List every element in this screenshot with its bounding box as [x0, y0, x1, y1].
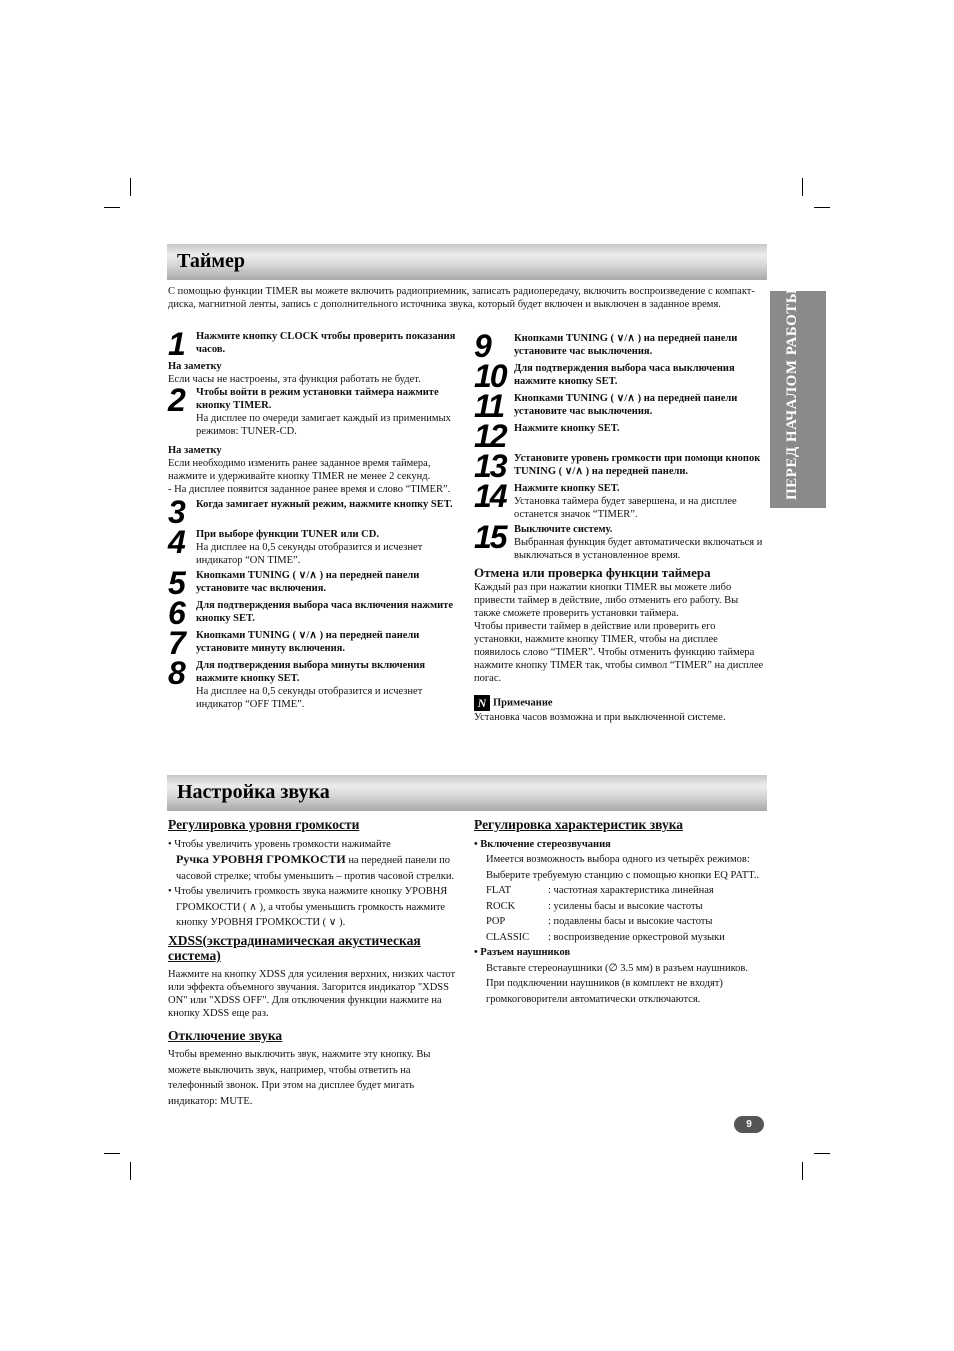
eq-mode-name: FLAT — [486, 885, 512, 896]
eq-mode-desc: : воспроизведение оркестровой музыки — [548, 931, 725, 943]
volume-bullet-rest: на передней панели по часовой стрелке; чтобы уменьшить – против часовой стрелки. — [176, 855, 455, 882]
sound-left-column — [168, 817, 460, 1109]
crop-mark — [130, 178, 131, 196]
note-block — [474, 695, 766, 711]
step-instruction: Нажмите кнопку CLOCK чтобы проверить показания часов. — [196, 331, 456, 355]
volume-heading: Регулировка уровня громкости — [168, 817, 360, 832]
stereo-block — [474, 852, 766, 945]
eq-mode-row — [486, 899, 766, 915]
step-12 — [474, 418, 766, 454]
step-7 — [168, 625, 460, 661]
cancel-heading: Отмена или проверка функции таймера — [474, 565, 711, 580]
timer-intro: С помощью функции TIMER вы можете включить радиоприемник, записать радиопередачу, включить воспроизведение с компакт-диска, магнитной ленты, запись с дополнительного источника звука, который будет включен и выключен в заданное время. — [168, 286, 755, 310]
step-instruction: Нажмите кнопку SET. — [514, 483, 620, 494]
cancel-paragraph: Чтобы привести таймер в действие или проверить его установки, нажмите кнопку TIMER, чтобы на дисплее появилось слово “TIMER”. Чтобы отменить функцию таймера нажмите кнопку TIMER так, чтобы символ “TIMER” на дисплее погас. — [474, 621, 764, 684]
xdss-heading: XDSS(экстрадинамическая акустическая система) — [168, 932, 421, 963]
step-number: 8 — [168, 655, 184, 691]
eq-mode-desc: : частотная характеристика линейная — [548, 885, 714, 896]
step-detail: Установка таймера будет завершена, и на дисплее останется значок “TIMER”. — [514, 496, 737, 520]
step-14 — [474, 478, 766, 521]
timer-left-column — [168, 326, 460, 713]
volume-bullet-text: • Чтобы увеличить уровень громкости нажимайте — [168, 838, 391, 850]
eq-mode-desc: : подавлены басы и высокие частоты — [548, 916, 713, 927]
step-instruction: Установите уровень громкости при помощи кнопок TUNING ( ∨/∧ ) на передней панели. — [514, 453, 761, 477]
step-instruction: Для подтверждения выбора часа включения нажмите кнопку SET. — [196, 600, 453, 624]
side-tab-label: ПЕРЕД НАЧАЛОМ РАБОТЫ — [784, 287, 800, 500]
step-instruction: Для подтверждения выбора часа выключения нажмите кнопку SET. — [514, 363, 735, 387]
step-instruction: Кнопками TUNING ( ∨/∧ ) на передней панели установите час включения. — [196, 570, 420, 594]
step-15 — [474, 519, 766, 562]
mute-heading: Отключение звука — [168, 1027, 283, 1043]
cancel-paragraph: Каждый раз при нажатии кнопки TIMER вы можете либо привести таймер в действие, либо отменить его работу. Вы также сможете проверить установки таймера. — [474, 582, 739, 619]
step-3 — [168, 494, 460, 530]
xdss-text: Нажмите на кнопку XDSS для усиления верхних, низких частот или эффекта объемного звучания. Загорится индикатор "XDSS ON" или "XDSS OFF". Для отключения функции нажмите на кнопку XDSS еще раз. — [168, 968, 456, 1019]
mute-text: Чтобы временно выключить звук, нажмите эту кнопку. Вы можете выключить звук, например, чтобы ответить на телефонный звонок. При этом на дисплее будет мигать индикатор: MUTE. — [168, 1049, 431, 1107]
eq-heading: Регулировка характеристик звука — [474, 817, 684, 832]
step-instruction: Нажмите кнопку SET. — [514, 423, 620, 434]
step-instruction: Выключите систему. — [514, 524, 613, 535]
volume-bullet — [168, 837, 460, 885]
step-instruction: Чтобы войти в режим установки таймера нажмите кнопку TIMER. — [196, 387, 439, 411]
sound-title: Настройка звука — [177, 781, 330, 803]
step-5 — [168, 565, 460, 601]
step-number: 12 — [474, 418, 506, 454]
volume-bullet: • Чтобы увеличить громкость звука нажмите кнопку УРОВНЯ ГРОМКОСТИ ( ∧ ), а чтобы уменьшить громкость нажмите кнопку УРОВНЯ ГРОМКОСТИ ( ∨ ). — [168, 886, 448, 928]
step-detail: На дисплее по очереди замигает каждый из применимых режимов: TUNER-CD. — [196, 413, 451, 437]
step-instruction: Для подтверждения выбора минуты включения нажмите кнопку SET. — [196, 660, 426, 684]
eq-mode-name: ROCK — [486, 900, 516, 912]
crop-mark — [130, 1162, 131, 1180]
sound-right-column — [474, 817, 766, 1007]
note-icon: N — [474, 695, 490, 711]
step-number: 3 — [168, 494, 184, 530]
note-heading: На заметку — [168, 445, 222, 456]
phones-text: Вставьте стереонаушники (∅ 3.5 мм) в разъем наушников. — [486, 962, 748, 974]
stereo-text: Имеется возможность выбора одного из четырёх режимов: — [486, 854, 750, 865]
step-number: 1 — [168, 326, 184, 362]
step-10 — [474, 358, 766, 394]
sound-banner — [167, 775, 767, 811]
step-instruction: Кнопками TUNING ( ∨/∧ ) на передней панели установите час выключения. — [514, 333, 738, 357]
step-number: 11 — [474, 388, 504, 424]
crop-mark — [802, 1162, 803, 1180]
note-bullet: - На дисплее появится заданное ранее время и слово “TIMER”. — [168, 484, 451, 495]
stereo-heading: • Включение стереозвучания — [474, 838, 611, 850]
step-detail: На дисплее на 0,5 секунды отобразится и исчезнет индикатор “ON TIME”. — [196, 542, 423, 566]
step-number: 2 — [168, 382, 184, 418]
note-heading: На заметку — [168, 361, 222, 372]
step-number: 14 — [474, 478, 506, 514]
step-number: 4 — [168, 524, 184, 560]
step-11 — [474, 388, 766, 424]
stereo-select: Выберите требуемую станцию с помощью кнопки EQ PATT.. — [486, 869, 760, 881]
note-label: Примечание — [493, 697, 553, 709]
step-number: 13 — [474, 448, 506, 484]
step-number: 7 — [168, 625, 184, 661]
step-number: 9 — [474, 328, 490, 364]
crop-mark — [104, 207, 120, 208]
timer-title: Таймер — [177, 250, 245, 272]
step-9 — [474, 328, 766, 364]
volume-knob-label: Ручка УРОВНЯ ГРОМКОСТИ — [176, 852, 346, 866]
eq-mode-name: POP — [486, 916, 506, 927]
eq-mode-row — [486, 930, 766, 946]
step-1 — [168, 326, 460, 362]
eq-mode-row — [486, 883, 766, 899]
step-number: 6 — [168, 595, 184, 631]
note-text: Установка часов возможна и при выключенной системе. — [474, 712, 726, 723]
step-4 — [168, 524, 460, 567]
note-text: Если необходимо изменить ранее заданное время таймера, нажмите и удерживайте кнопку TIMER не менее 2 секунд. — [168, 458, 431, 482]
eq-mode-row — [486, 914, 766, 930]
phones-text: При подключении наушников (в комплект не входят) громкоговорители автоматически отключаются. — [486, 978, 723, 1005]
step-number: 10 — [474, 358, 506, 394]
eq-mode-name: CLASSIC — [486, 931, 530, 943]
crop-mark — [802, 178, 803, 196]
step-detail: На дисплее на 0,5 секунды отобразится и исчезнет индикатор “OFF TIME”. — [196, 686, 423, 710]
step-number: 15 — [474, 519, 506, 555]
crop-mark — [814, 1153, 830, 1154]
step-instruction: Когда замигает нужный режим, нажмите кнопку SET. — [196, 499, 453, 510]
step-instruction: При выборе функции TUNER или CD. — [196, 529, 379, 540]
timer-banner — [167, 244, 767, 280]
phones-block — [474, 961, 766, 1008]
step-instruction: Кнопками TUNING ( ∨/∧ ) на передней панели установите час выключения. — [514, 393, 738, 417]
step-6 — [168, 595, 460, 631]
note-text: Если часы не настроены, эта функция работать не будет. — [168, 374, 421, 385]
crop-mark — [104, 1153, 120, 1154]
step-detail: Выбранная функция будет автоматически включаться и выключаться в установленное время. — [514, 537, 763, 561]
phones-heading: • Разъем наушников — [474, 947, 571, 958]
crop-mark — [814, 207, 830, 208]
eq-mode-desc: : усилены басы и высокие частоты — [548, 900, 703, 912]
step-instruction: Кнопками TUNING ( ∨/∧ ) на передней панели установите минуту включения. — [196, 630, 420, 654]
timer-right-column — [474, 328, 766, 724]
step-8 — [168, 655, 460, 711]
step-number: 5 — [168, 565, 184, 601]
step-2 — [168, 382, 460, 438]
step-13 — [474, 448, 766, 484]
page-number: 9 — [734, 1116, 764, 1133]
